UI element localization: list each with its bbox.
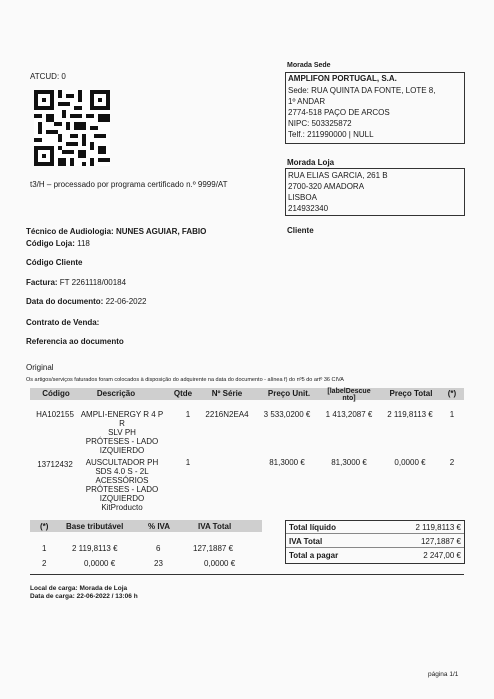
total-pagar-value: 2 247,00 € — [423, 551, 461, 560]
item-desconto: 1 413,2087 € — [325, 410, 373, 419]
item-descricao-line: PRÓTESES - LADO — [85, 485, 159, 494]
iva-total-label: IVA Total — [289, 537, 323, 546]
item-qtde: 1 — [185, 458, 191, 467]
col-codigo: Código — [42, 389, 70, 398]
local-carga: Local de carga: Morada de Loja — [30, 585, 128, 592]
store-line: RUA ELIAS GARCIA, 261 B — [288, 171, 388, 180]
seller-line: 1º ANDAR — [288, 97, 326, 106]
col-serie: Nº Série — [211, 389, 243, 398]
qr-code-icon — [34, 90, 110, 166]
total-pagar-row — [286, 549, 464, 561]
seller-line: 2774-518 PAÇO DE ARCOS — [288, 108, 390, 117]
item-codigo: 13712432 — [37, 460, 73, 469]
store-line: LISBOA — [288, 193, 317, 202]
original-label: Original — [26, 363, 54, 372]
item-ref: 2 — [449, 458, 455, 467]
seller-line: Sede: RUA QUINTA DA FONTE, LOTE 8, — [288, 86, 436, 95]
seller-phone: Telf.: 211990000 | NULL — [288, 130, 374, 139]
footer-divider — [30, 574, 464, 575]
data-carga: Data de carga: 22-06-2022 / 13:06 h — [30, 593, 138, 600]
total-liquido-row — [286, 521, 464, 534]
data-documento-value: 22-06-2022 — [105, 297, 147, 306]
tax-base: 2 119,8113 € — [72, 544, 118, 553]
atcud: ATCUD: 0 — [30, 72, 66, 81]
store-section-label: Morada Loja — [287, 158, 335, 167]
col-ref: (*) — [447, 389, 457, 398]
data-documento-label: Data do documento: — [26, 297, 104, 306]
data-documento-line — [26, 297, 147, 306]
store-phone: 214932340 — [288, 204, 329, 213]
referencia-label: Referencia ao documento — [26, 337, 124, 346]
item-preco-unit: 3 533,0200 € — [263, 410, 311, 419]
item-preco-unit: 81,3000 € — [269, 458, 305, 467]
seller-nipc: NIPC: 503325872 — [288, 119, 352, 128]
total-liquido-value: 2 119,8113 € — [415, 523, 461, 532]
tax-col-iva-total: IVA Total — [198, 522, 232, 531]
item-descricao-line: AUSCULTADOR PH — [85, 458, 159, 467]
item-ref: 1 — [449, 410, 455, 419]
tax-iva: 23 — [154, 559, 163, 568]
item-descricao — [80, 410, 164, 455]
tax-iva-total: 127,1887 € — [193, 544, 234, 553]
codigo-loja-label: Código Loja: — [26, 239, 75, 248]
tax-col-ref: (*) — [40, 522, 49, 531]
tax-ref: 1 — [42, 544, 47, 553]
item-codigo: HA102155 — [36, 410, 74, 419]
client-label: Cliente — [287, 226, 314, 235]
totals-box — [285, 520, 465, 564]
page-number: página 1/1 — [428, 671, 459, 678]
iva-total-row — [286, 535, 464, 548]
codigo-cliente-label: Código Cliente — [26, 258, 83, 267]
col-qtde: Qtde — [173, 389, 193, 398]
item-descricao-line: SDS 4.0 S - 2L — [95, 467, 149, 476]
store-address-box — [285, 168, 465, 216]
seller-section-label: Morada Sede — [287, 62, 331, 69]
total-pagar-label: Total a pagar — [289, 551, 339, 560]
item-descricao-line: KitProducto — [101, 503, 143, 512]
tecnico-label: Técnico de Audiologia: — [26, 227, 114, 236]
fatura-label: Factura: — [26, 278, 58, 287]
iva-total-value: 127,1887 € — [420, 537, 461, 546]
civa-notice: Os artigos/serviços faturados foram colocados à disposição do adquirente na data do documento - alínea f) do nº5 do artº 36 CIVA — [26, 377, 344, 383]
certified-program-note: t3/H – processado por programa certificado n.º 9999/AT — [30, 180, 228, 189]
item-qtde: 1 — [185, 410, 191, 419]
tax-base: 0,0000 € — [84, 559, 116, 568]
total-liquido-label: Total líquido — [289, 523, 336, 532]
item-descricao-line: ACESSÓRIOS — [95, 476, 149, 485]
tax-col-iva: % IVA — [148, 522, 171, 531]
item-descricao — [80, 458, 164, 512]
col-desconto: [labelDescue nto] — [327, 388, 371, 402]
codigo-loja-value: 118 — [77, 239, 90, 248]
codigo-loja-line — [26, 239, 90, 248]
tax-col-base: Base tributável — [66, 522, 124, 531]
fatura-value: FT 2261118/00184 — [59, 278, 127, 287]
col-descricao: Descrição — [96, 389, 136, 398]
item-desconto: 81,3000 € — [331, 458, 367, 467]
contrato-label: Contrato de Venda: — [26, 318, 100, 327]
col-preco-total: Preço Total — [389, 389, 433, 398]
item-descricao-line: PRÓTESES - LADO — [85, 437, 159, 446]
item-descricao-line: AMPLI-ENERGY R 4 P R — [80, 410, 164, 428]
tax-ref: 2 — [42, 559, 47, 568]
tecnico-value: NUNES AGUIAR, FABIO — [115, 227, 207, 236]
item-preco-total: 0,0000 € — [394, 458, 426, 467]
item-serie: 2216N2EA4 — [205, 410, 249, 419]
item-descricao-line: SLV PH — [108, 428, 136, 437]
item-descricao-line: IZQUIERDO — [99, 494, 145, 503]
tecnico-line — [26, 227, 206, 236]
tax-table-header — [30, 520, 262, 532]
item-descricao-line: IZQUIERDO — [99, 446, 145, 455]
item-preco-total: 2 119,8113 € — [387, 410, 433, 419]
col-preco-unit: Preço Unit. — [267, 389, 311, 398]
seller-address-box — [285, 72, 465, 144]
items-table-header — [30, 388, 464, 400]
store-line: 2700-320 AMADORA — [288, 182, 365, 191]
seller-name: AMPLIFON PORTUGAL, S.A. — [288, 74, 397, 83]
tax-iva-total: 0,0000 € — [204, 559, 236, 568]
fatura-line — [26, 278, 126, 287]
tax-iva: 6 — [156, 544, 161, 553]
